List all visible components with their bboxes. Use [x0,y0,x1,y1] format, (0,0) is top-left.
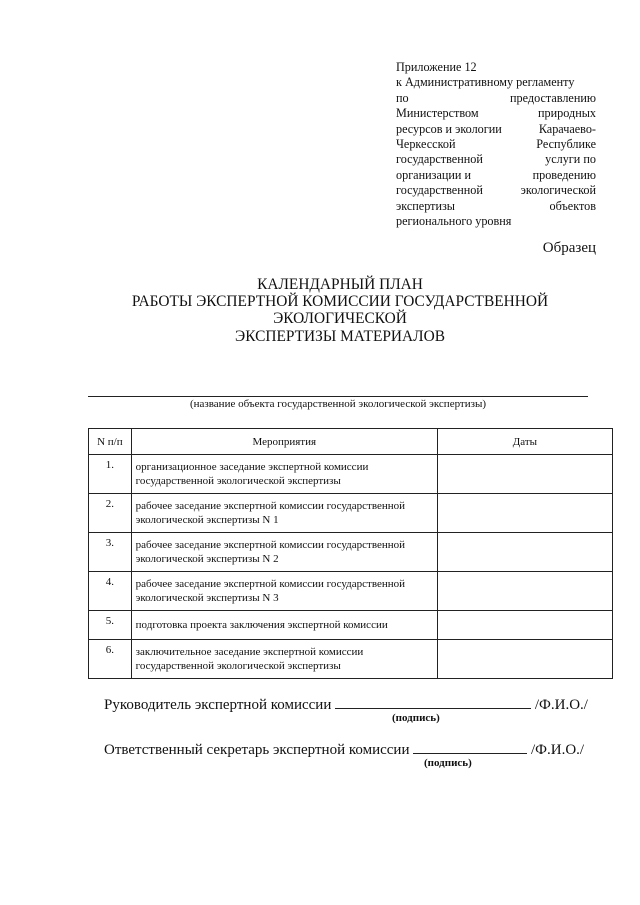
table-row [89,572,613,611]
appendix-line: государственной экологической [396,183,596,198]
calendar-plan-table [88,428,613,679]
title-line: КАЛЕНДАРНЫЙ ПЛАН [257,276,423,293]
appendix-line: Министерством природных [396,106,596,121]
row-date-cell[interactable] [437,611,612,640]
header-event: Мероприятия [131,429,437,455]
header-date: Даты [437,429,612,455]
appendix-line: Приложение 12 [396,60,477,74]
appendix-line: к Административному регламенту [396,75,575,90]
secretary-signature-line [104,739,584,759]
table-row [89,455,613,494]
table-row [89,533,613,572]
row-num: 5. [89,611,132,640]
table-header-row [89,429,613,455]
appendix-line: экспертизы объектов [396,198,596,213]
head-fio: /Ф.И.О./ [534,697,588,713]
document-title [90,276,590,345]
row-date-cell[interactable] [437,455,612,494]
row-event: рабочее заседание экспертной комиссии государственной экологической экспертизы N 1 [131,494,437,533]
row-event: рабочее заседание экспертной комиссии государственной экологической экспертизы N 2 [131,533,437,572]
row-event: рабочее заседание экспертной комиссии государственной экологической экспертизы N 3 [131,572,437,611]
row-num: 3. [89,533,132,572]
title-line: РАБОТЫ ЭКСПЕРТНОЙ КОМИССИИ ГОСУДАРСТВЕННОЙ [131,293,549,311]
appendix-line: ресурсов и экологии Карачаево- [396,121,596,136]
table-row [89,611,613,640]
appendix-line: Черкесской Республике [396,137,596,152]
row-num: 2. [89,494,132,533]
row-num: 4. [89,572,132,611]
sample-label: Образец [542,240,596,256]
head-signature-caption: (подпись) [392,712,440,724]
secretary-signature-field[interactable] [413,739,527,754]
head-signature-line [104,694,588,714]
row-event: организационное заседание экспертной комиссии государственной экологической экспертизы [131,455,437,494]
head-signature-field[interactable] [335,694,531,709]
header-num: N п/п [89,429,132,455]
title-line: ЭКСПЕРТИЗЫ МАТЕРИАЛОВ [235,327,445,345]
appendix-block [396,60,596,229]
appendix-line: организации и проведению [396,167,596,182]
object-name-field[interactable] [88,396,588,397]
appendix-line: регионального уровня [396,214,512,229]
appendix-line: по предоставлению [396,90,596,105]
secretary-label: Ответственный секретарь экспертной комиссии [104,742,410,758]
table-row [89,494,613,533]
head-label: Руководитель экспертной комиссии [104,697,332,713]
row-num: 6. [89,640,132,679]
row-date-cell[interactable] [437,572,612,611]
row-num: 1. [89,455,132,494]
row-event: заключительное заседание экспертной комиссии государственной экологической экспертизы [131,640,437,679]
row-event: подготовка проекта заключения экспертной комиссии [131,611,437,640]
row-date-cell[interactable] [437,533,612,572]
table-row [89,640,613,679]
appendix-line: государственной услуги по [396,152,596,167]
row-date-cell[interactable] [437,640,612,679]
object-name-caption: (название объекта государственной экологической экспертизы) [189,398,487,410]
row-date-cell[interactable] [437,494,612,533]
secretary-fio: /Ф.И.О./ [530,742,585,758]
title-line: ЭКОЛОГИЧЕСКОЙ [273,310,407,328]
secretary-signature-caption: (подпись) [424,757,472,769]
